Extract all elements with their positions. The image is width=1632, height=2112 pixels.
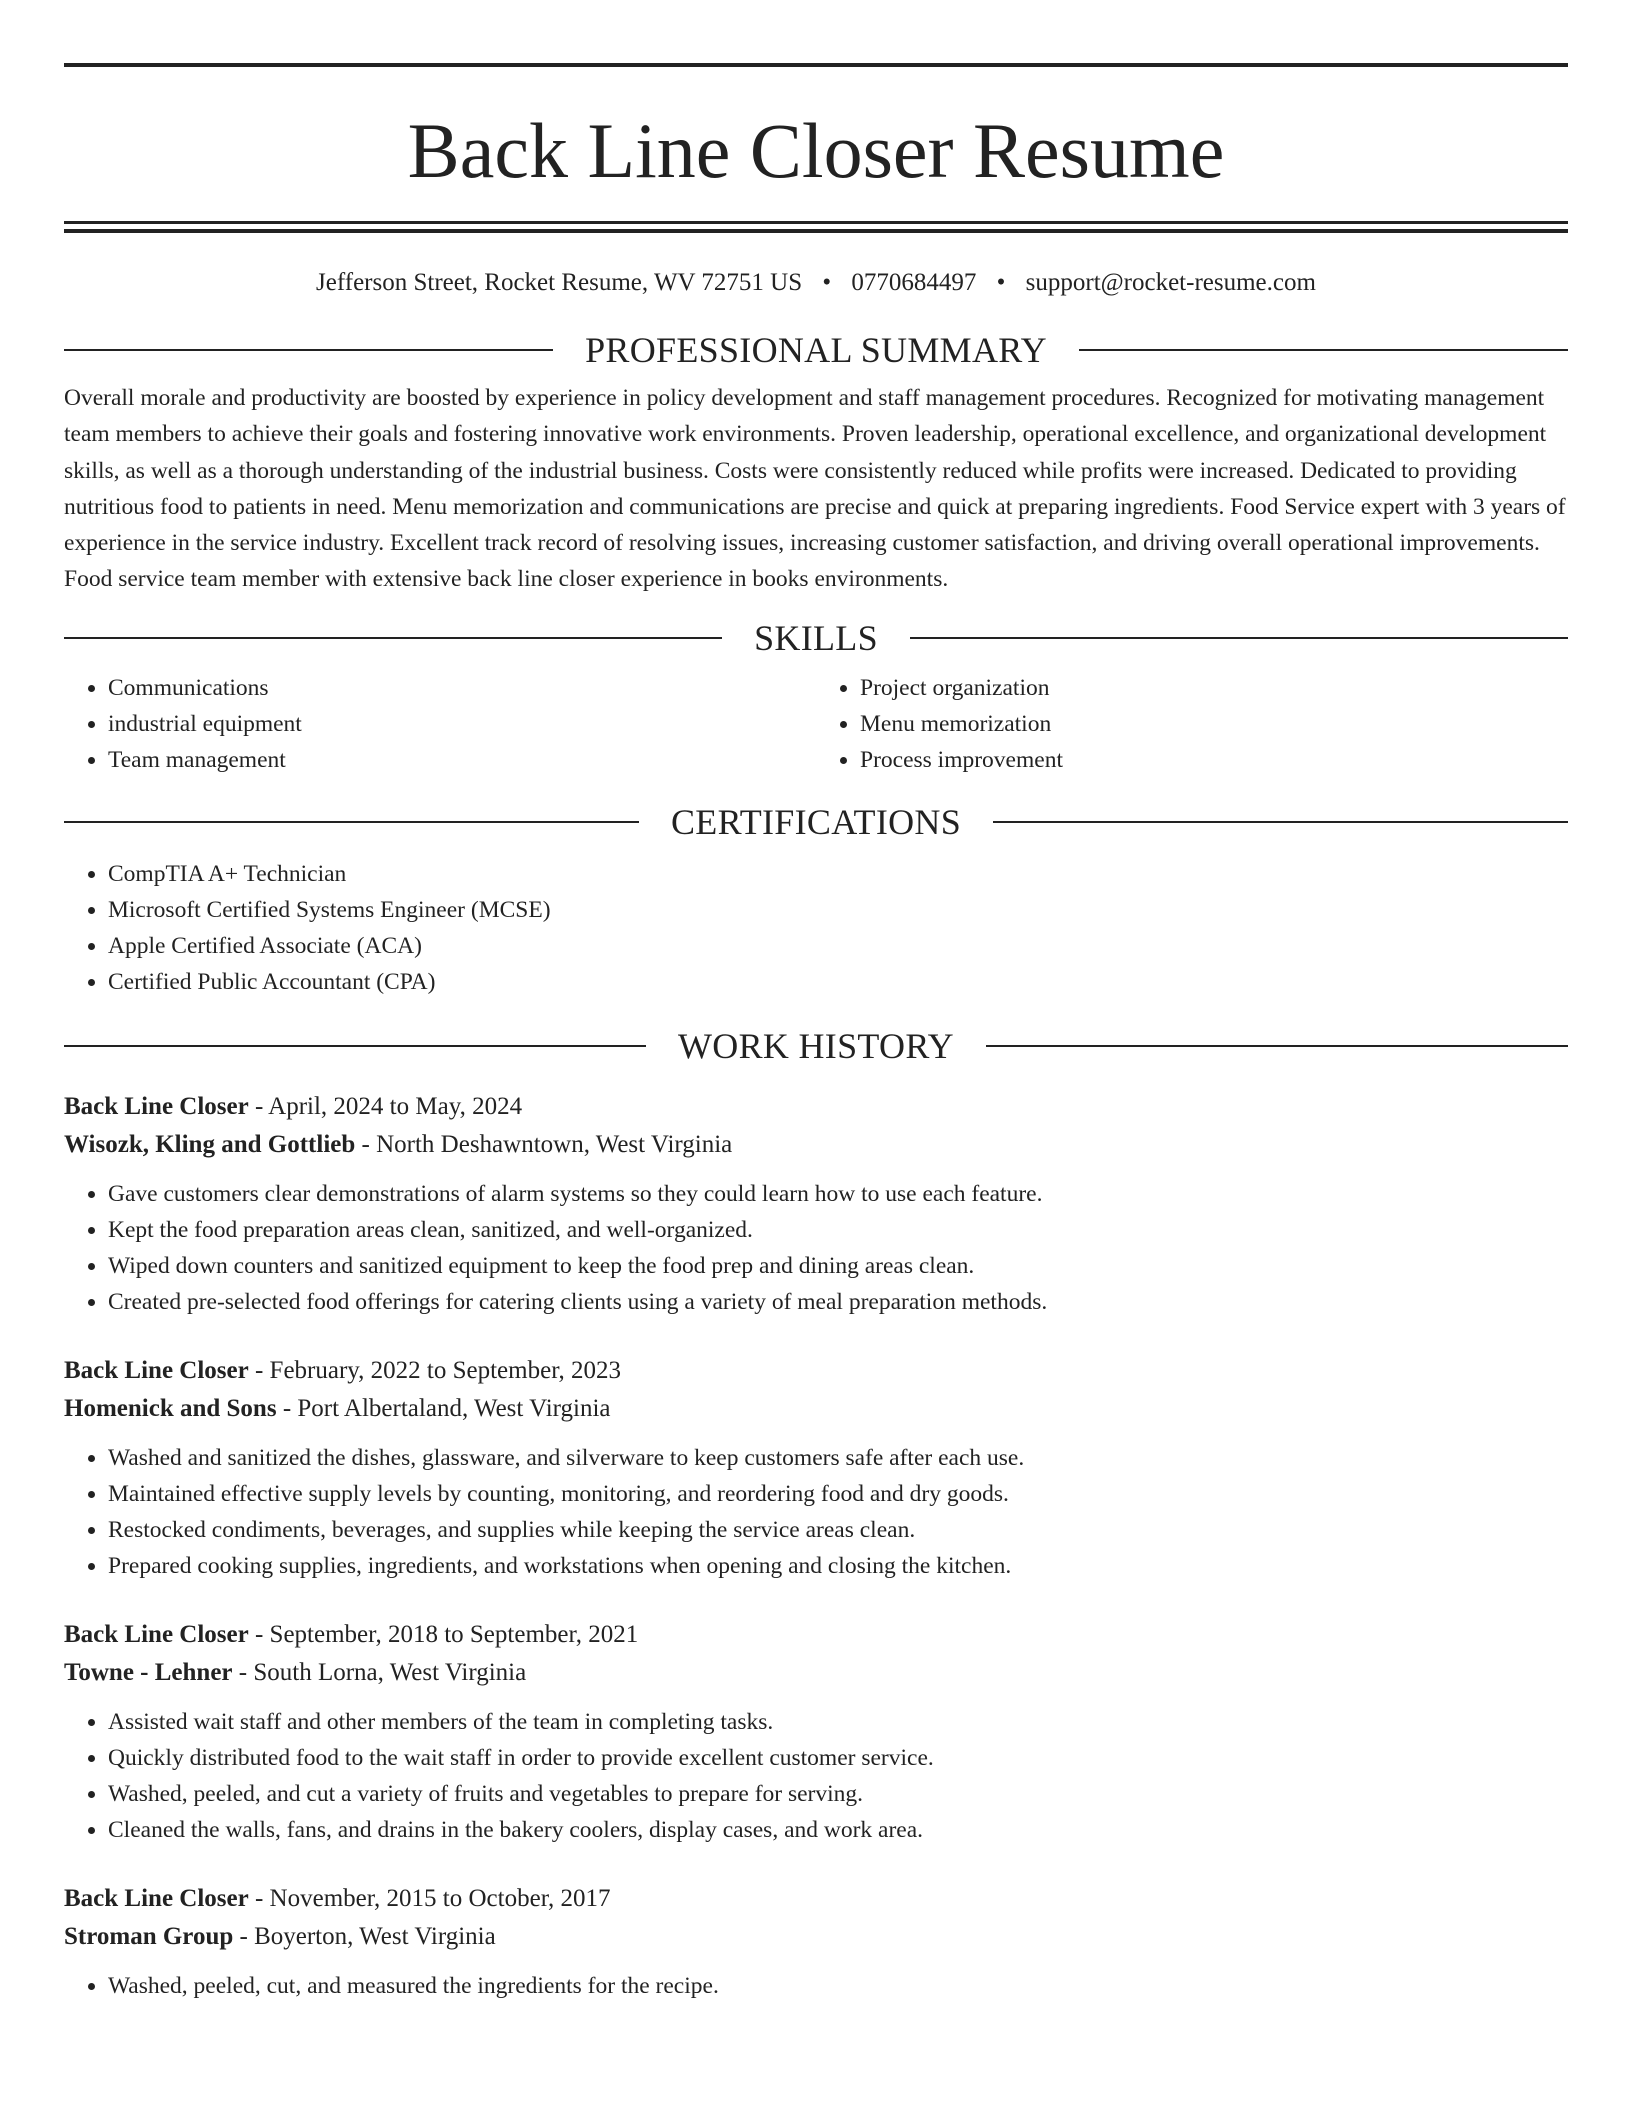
job-location: - Boyerton, West Virginia — [233, 1922, 496, 1950]
skills-list-left — [64, 670, 816, 778]
job-bullet: • Restocked condiments, beverages, and supplies while keeping the service areas clean. — [108, 1512, 1568, 1548]
contact-email[interactable]: support@rocket-resume.com — [1025, 269, 1316, 296]
heading-rule-left — [64, 1045, 646, 1047]
certifications-heading-label: CERTIFICATIONS — [670, 801, 962, 842]
heading-rule-left — [64, 821, 639, 823]
heading-rule-right — [1079, 349, 1568, 351]
job-bullet: • Washed and sanitized the dishes, glassware, and silverware to keep customers safe after each use. — [108, 1440, 1568, 1476]
job-company-line — [64, 1390, 1568, 1428]
work-history-heading — [64, 1024, 1568, 1068]
summary-heading — [64, 328, 1568, 372]
job-bullet-list — [64, 1968, 1568, 2004]
job-entry — [64, 1352, 1568, 1584]
skills-columns — [64, 670, 1568, 778]
job-company: Towne - Lehner — [64, 1658, 233, 1686]
job-bullet-list — [64, 1704, 1568, 1848]
job-bullet: • Washed, peeled, cut, and measured the ingredients for the recipe. — [108, 1968, 1568, 2004]
job-title-line — [64, 1088, 1568, 1126]
heading-rule-right — [993, 821, 1568, 823]
job-bullet: • Created pre-selected food offerings for catering clients using a variety of meal preparation methods. — [108, 1284, 1568, 1320]
contact-line — [64, 268, 1568, 298]
resume-page — [64, 0, 1568, 2004]
title-double-rule — [64, 221, 1568, 233]
job-location: - North Deshawntown, West Virginia — [355, 1130, 733, 1158]
job-company: Homenick and Sons — [64, 1394, 277, 1422]
skills-list-right — [816, 670, 1568, 778]
job-title-line — [64, 1880, 1568, 1918]
skill-item: • Team management — [108, 742, 816, 778]
certification-item: • CompTIA A+ Technician — [108, 856, 1568, 892]
skill-item: • Menu memorization — [860, 706, 1568, 742]
heading-rule-right — [986, 1045, 1568, 1047]
job-location: - Port Albertaland, West Virginia — [276, 1394, 611, 1422]
skill-item: • industrial equipment — [108, 706, 816, 742]
job-bullet: • Assisted wait staff and other members of the team in completing tasks. — [108, 1704, 1568, 1740]
job-title: Back Line Closer — [64, 1356, 249, 1384]
certifications-list — [64, 856, 1568, 1000]
heading-rule-right — [910, 637, 1568, 639]
summary-heading-label: PROFESSIONAL SUMMARY — [585, 330, 1047, 370]
skills-heading-label: SKILLS — [754, 617, 878, 658]
job-company: Stroman Group — [64, 1922, 234, 1950]
certification-item: • Microsoft Certified Systems Engineer (MCSE) — [108, 892, 1568, 928]
job-bullet: • Maintained effective supply levels by counting, monitoring, and reordering food and dry goods. — [108, 1476, 1568, 1512]
job-entry — [64, 1880, 1568, 2004]
job-location: - South Lorna, West Virginia — [232, 1658, 527, 1686]
job-title-line — [64, 1616, 1568, 1654]
job-title-line — [64, 1352, 1568, 1390]
job-title: Back Line Closer — [64, 1620, 249, 1648]
certifications-heading — [64, 800, 1568, 844]
job-bullet: • Gave customers clear demonstrations of alarm systems so they could learn how to use each feature. — [108, 1176, 1568, 1212]
job-dates: - April, 2024 to May, 2024 — [248, 1092, 523, 1120]
job-dates: - November, 2015 to October, 2017 — [248, 1884, 611, 1912]
job-bullet: • Washed, peeled, and cut a variety of fruits and vegetables to prepare for serving. — [108, 1776, 1568, 1812]
skill-item: • Communications — [108, 670, 816, 706]
job-title: Back Line Closer — [64, 1092, 249, 1120]
skills-heading — [64, 616, 1568, 660]
job-bullet: • Prepared cooking supplies, ingredients, and workstations when opening and closing the kitchen. — [108, 1548, 1568, 1584]
job-dates: - February, 2022 to September, 2023 — [248, 1356, 622, 1384]
job-company-line — [64, 1918, 1568, 1956]
heading-rule-left — [64, 349, 553, 351]
job-dates: - September, 2018 to September, 2021 — [248, 1620, 639, 1648]
job-bullet: • Quickly distributed food to the wait staff in order to provide excellent customer service. — [108, 1740, 1568, 1776]
job-bullet: • Wiped down counters and sanitized equipment to keep the food prep and dining areas clean. — [108, 1248, 1568, 1284]
job-company: Wisozk, Kling and Gottlieb — [64, 1130, 356, 1158]
skill-item: • Process improvement — [860, 742, 1568, 778]
resume-title: Back Line Closer Resume — [407, 107, 1225, 194]
work-history-heading-label: WORK HISTORY — [678, 1025, 954, 1066]
summary-text: Overall morale and productivity are boosted by experience in policy development and staff management procedures. Recognized for motivating management team members to achieve their goals and fostering innovative work environments. Proven leadership, operational excellence, and organizational development skills, as well as a thorough understanding of the industrial business. Costs were consistently reduced while profits were increased. Dedicated to providing nutritious food to patients in need. Menu memorization and communications are precise and quick at preparing ingredients. Food Service expert with 3 years of experience in the service industry. Excellent track record of resolving issues, increasing customer satisfaction, and driving overall operational improvements. Food service team member with extensive back line closer experience in books environments. — [64, 385, 1566, 593]
job-bullet: • Kept the food preparation areas clean, sanitized, and well-organized. — [108, 1212, 1568, 1248]
skill-item: • Project organization — [860, 670, 1568, 706]
job-bullet-list — [64, 1440, 1568, 1584]
certification-item: • Certified Public Accountant (CPA) — [108, 964, 1568, 1000]
contact-address: Jefferson Street, Rocket Resume, WV 72751 US — [316, 269, 803, 296]
job-entry — [64, 1088, 1568, 1320]
heading-rule-left — [64, 637, 722, 639]
contact-separator: • — [822, 269, 832, 296]
contact-separator: • — [996, 269, 1006, 296]
job-bullet: • Cleaned the walls, fans, and drains in the bakery coolers, display cases, and work area. — [108, 1812, 1568, 1848]
top-rule — [64, 63, 1568, 67]
job-title: Back Line Closer — [64, 1884, 249, 1912]
job-bullet-list — [64, 1176, 1568, 1320]
certification-item: • Apple Certified Associate (ACA) — [108, 928, 1568, 964]
job-entry — [64, 1616, 1568, 1848]
job-company-line — [64, 1126, 1568, 1164]
job-company-line — [64, 1654, 1568, 1692]
contact-phone[interactable]: 0770684497 — [851, 269, 977, 296]
